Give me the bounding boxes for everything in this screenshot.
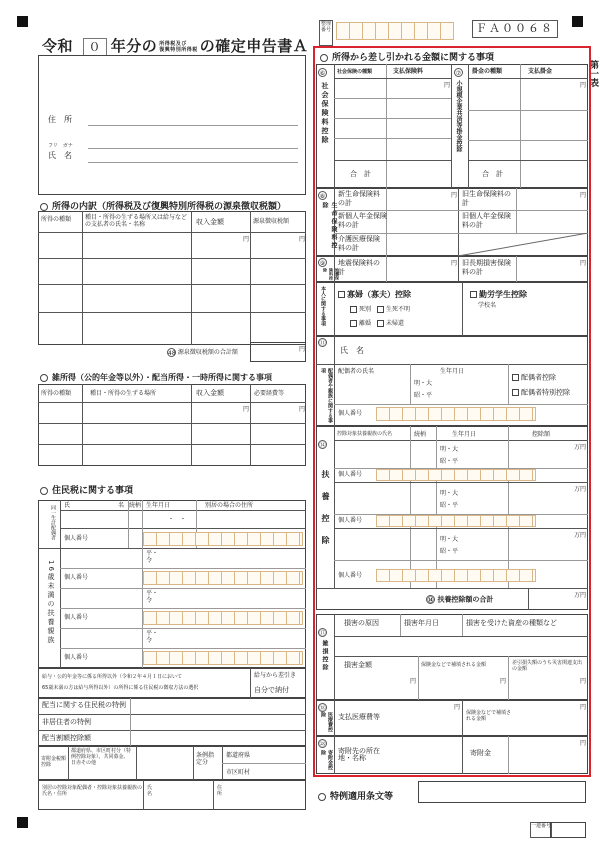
withholding-total-field[interactable] [250, 342, 306, 362]
misc-col-amount: 収入金額 [196, 389, 224, 397]
misc-section-title: 雑所得（公的年金等以外）・配当所得・一時所得に関する事項 [40, 372, 272, 383]
income-col-tax: 源泉徴収税額 [253, 218, 290, 225]
registration-mark-bottom-left [17, 817, 28, 828]
side-label: 第一表 [588, 60, 598, 87]
registration-mark-top-right [572, 16, 583, 27]
under16-mynumber-2[interactable] [143, 611, 303, 625]
furigana-label: フリ ガナ [48, 143, 73, 149]
title-year-suffix: 年分の [110, 37, 158, 55]
year-input[interactable]: ０ [83, 38, 107, 56]
spouse-vertical-label: 同一生計配偶者 [50, 505, 56, 540]
dependent-mynumber-1[interactable] [376, 469, 536, 481]
spouse-mynumber-right[interactable] [376, 407, 536, 421]
withholding-total-label: 48 源泉徴収税額の合計額 [168, 349, 238, 357]
ichiren-label: 一連番号 [530, 822, 552, 838]
registration-mark-top-left [17, 16, 28, 27]
misc-col-expense: 必要経費等 [254, 390, 285, 397]
dependent-total-label: ⑭ 扶養控除額の合計 [427, 595, 494, 604]
pay-from-salary[interactable]: 給与から差引き [254, 672, 297, 679]
income-section-title: 所得の内訳（所得税及び復興特別所得税の源泉徴収税額） [40, 199, 286, 212]
misc-col-type: 所得の種類 [41, 390, 72, 397]
tax-small-line1: 所得税及び [159, 40, 187, 47]
dependent-mynumber-3[interactable] [376, 569, 536, 582]
spouse-special-deduction-check[interactable]: 配偶者特別控除 [512, 389, 570, 397]
spouse-deduction-check[interactable]: 配偶者控除 [512, 374, 556, 382]
under16-mynumber-1[interactable] [143, 571, 303, 585]
income-col-type: 所得の種類 [41, 216, 72, 223]
ichiren-field[interactable] [550, 822, 586, 838]
spouse-mynumber[interactable] [143, 532, 303, 546]
form-title [42, 35, 308, 56]
under16-vertical-label: 16歳未満の扶養親族 [47, 560, 55, 645]
social-ins-vertical: 社会保険料控除 [321, 82, 329, 145]
seiri-label: 整理番号 [319, 20, 333, 46]
income-col-place: 種目・所得の生ずる場所又は給与などの支払者の氏名・名称 [85, 214, 188, 228]
tax-small-line2: 復興特別所得税 [159, 46, 198, 53]
dependent-mynumber-2[interactable] [376, 515, 536, 527]
misc-col-place: 種目・所得の生ずる場所 [90, 390, 157, 397]
deduction-section-title: 所得から差し引かれる金額に関する事項 [320, 50, 494, 63]
era-label: 令和 [42, 37, 74, 55]
income-col-amount: 収入金額 [196, 218, 224, 226]
student-checkbox[interactable]: 勤労学生控除 [470, 290, 527, 299]
seiri-number-field[interactable] [336, 22, 454, 40]
resident-section-title: 住民税に関する事項 [40, 483, 133, 496]
title-end: の確定申告書Ａ [199, 37, 309, 55]
under16-mynumber-3[interactable] [143, 651, 303, 665]
special-article-label: 特例適用条文等 [318, 789, 393, 802]
widow-checkbox[interactable]: 寡婦（寡夫）控除 [338, 290, 411, 299]
special-article-field[interactable] [418, 781, 586, 803]
form-code: ＦＡ００６８ [472, 20, 558, 38]
life-ins-diagonal [458, 233, 588, 256]
pay-self[interactable]: 自分で納付 [254, 686, 289, 694]
address-label: 住 所 [48, 115, 72, 124]
small-biz-vertical: 小規模企業共済等掛金控除 [455, 80, 462, 152]
name-label: 氏 名 [48, 151, 72, 160]
